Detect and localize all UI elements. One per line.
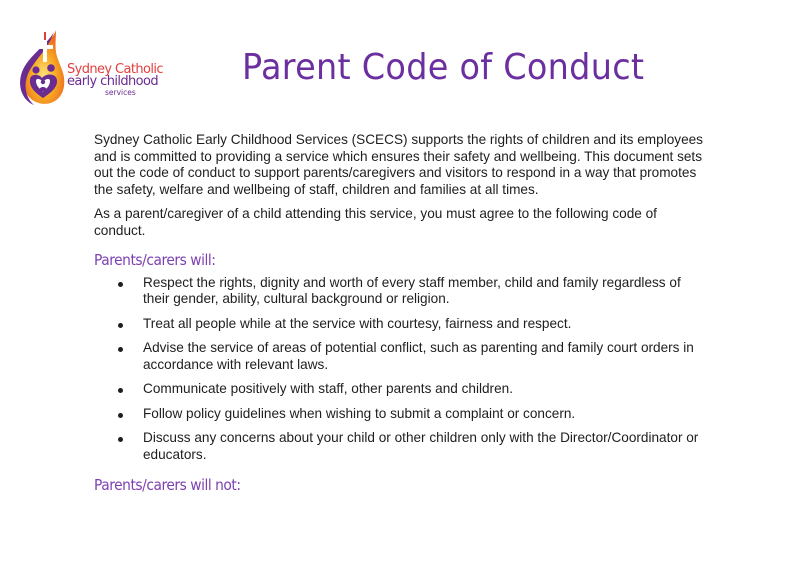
list-item [94,316,704,333]
list-item [94,340,704,373]
logo-flame-family-icon [16,28,68,108]
page-title: Parent Code of Conduct [242,47,645,88]
list-item-text: Discuss any concerns about your child or other children only with the Director/Coordinator or educators. [143,430,699,462]
logo-text-line2: early childhood [67,74,159,89]
list-item [94,430,704,463]
logo-text-line1: Sydney Catholic [67,62,163,77]
bullet-icon [118,282,123,287]
list-item-text: Advise the service of areas of potential conflict, such as parenting and family court orders in accordance with relevant laws. [143,340,694,372]
section-heading-will-not: Parents/carers will not: [94,476,241,494]
logo-text-line3: services [105,88,136,97]
list-item [94,275,704,308]
bullet-icon [118,437,123,442]
bullet-icon [118,323,123,328]
document-body [94,132,704,500]
agreement-paragraph: As a parent/caregiver of a child attending this service, you must agree to the following code of conduct. [94,206,657,238]
list-item-text: Follow policy guidelines when wishing to submit a complaint or concern. [143,405,576,421]
list-item-text: Respect the rights, dignity and worth of every staff member, child and family regardless of their gender, ability, cultural background or religion. [143,274,681,306]
bullet-icon [118,388,123,393]
logo-wordmark [67,63,163,97]
organization-logo [16,28,176,108]
section-heading-will: Parents/carers will: [94,251,216,269]
intro-paragraph: Sydney Catholic Early Childhood Services (SCECS) supports the rights of children and its employees and is committed to providing a service which ensures their safety and wellbeing. This document sets out the code of conduct to support parents/caregivers and visitors to respond in a way that promotes the safety, welfare and wellbeing of staff, children and families at all times. [94,132,703,197]
list-item-text: Communicate positively with staff, other parents and children. [143,381,513,396]
list-item [94,406,704,423]
bullet-icon [118,347,123,352]
list-item [94,381,704,398]
will-list [94,275,704,464]
list-item-text: Treat all people while at the service with courtesy, fairness and respect. [143,315,572,331]
bullet-icon [118,413,123,418]
